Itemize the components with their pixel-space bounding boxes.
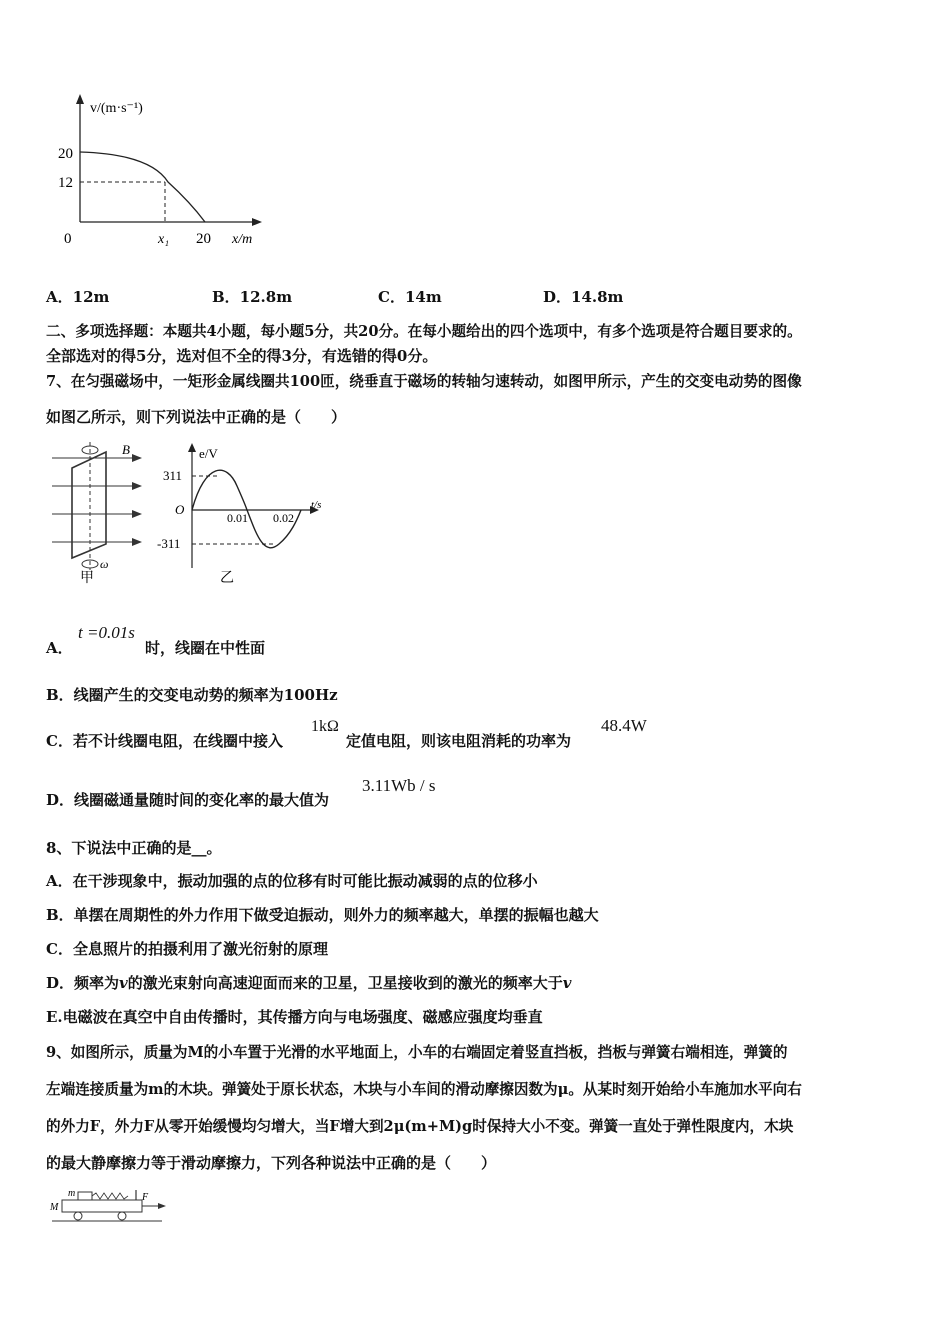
q9-stem-line1: 9、如图所示，质量为M的小车置于光滑的水平地面上，小车的右端固定着竖直挡板，挡板与弹簧右端相连，弹簧的: [46, 1044, 788, 1061]
rotating-coil-figure: [44, 440, 154, 588]
q9-stem-line3: 的外力F，外力F从零开始缓慢均匀增大，当F增大到2μ(m+M)g时保持大小不变。弹簧一直处于弹性限度内，木块: [46, 1118, 794, 1135]
q9-stem-line4: 的最大静摩擦力等于滑动摩擦力，下列各种说法中正确的是（ ）: [46, 1154, 497, 1172]
q6-option-b[interactable]: B．12.8m: [212, 288, 293, 306]
q8-option-a[interactable]: A．在干涉现象中，振动加强的点的位移有时可能比振动减弱的点的位移小: [46, 872, 538, 890]
q7-option-c[interactable]: [46, 730, 572, 751]
velocity-position-graph: [40, 92, 280, 262]
graph1-tick-x1: x₁: [158, 232, 170, 247]
section2-heading-line2: 全部选对的得5分，选对但不全的得3分，有选错的得0分。: [46, 347, 438, 365]
q7-option-c-math2: 48.4W: [601, 716, 647, 735]
q8-option-d-v2: v: [562, 974, 572, 992]
q7-option-c-prefix: C．若不计线圈电阻，在线圈中接入: [46, 732, 283, 750]
section2-heading-line1: 二、多项选择题：本题共4小题，每小题5分，共20分。在每小题给出的四个选项中，有多个选项是符合题目要求的。: [46, 323, 802, 340]
graph1-tick-20: 20: [58, 146, 73, 162]
force-f-label: F: [142, 1192, 149, 1203]
q7-option-d[interactable]: D．线圈磁通量随时间的变化率的最大值为: [46, 791, 330, 809]
q8-option-c[interactable]: C．全息照片的拍摄利用了激光衍射的原理: [46, 940, 328, 958]
q8-option-d-v1: v: [119, 974, 128, 992]
q8-option-d-pre: D．频率为: [46, 974, 120, 992]
figure-caption-yi: 乙: [220, 571, 234, 586]
q7-option-a[interactable]: [46, 637, 266, 658]
q8-stem: 8、下说法中正确的是__。: [46, 839, 222, 857]
cart-spring-figure: [44, 1186, 174, 1226]
q7-option-d-math: 3.11Wb / s: [362, 776, 436, 795]
graph2-tick-311: 311: [163, 468, 183, 483]
graph1-tick-x20: 20: [196, 231, 211, 247]
q7-option-a-text: 时，线圈在中性面: [145, 639, 266, 657]
q7-option-b[interactable]: B．线圈产生的交变电动势的频率为100Hz: [46, 686, 338, 704]
graph1-xlabel: x/m: [232, 232, 253, 247]
omega-label: ω: [100, 557, 109, 571]
field-b-label: B: [122, 442, 130, 457]
graph2-tick-001: 0.01: [227, 511, 248, 525]
cart-m-label: M: [50, 1202, 59, 1213]
q8-option-b[interactable]: B．单摆在周期性的外力作用下做受迫振动，则外力的频率越大，单摆的振幅也越大: [46, 906, 599, 924]
graph1-ylabel: v/(m·s⁻¹): [90, 101, 143, 116]
q9-stem-line2: 左端连接质量为m的木块。弹簧处于原长状态，木块与小车间的滑动摩擦因数为μ。从某时刻开始给小车施加水平向右: [46, 1081, 802, 1098]
q8-option-d-mid: 的激光束射向高速迎面而来的卫星，卫星接收到的激光的频率大于: [127, 974, 563, 992]
graph2-tick-neg311: -311: [157, 536, 181, 551]
q7-stem-line1: 7、在匀强磁场中，一矩形金属线圈共100匝，绕垂直于磁场的转轴匀速转动，如图甲所示，产生的交变电动势的图像: [46, 373, 802, 390]
graph2-xlabel: t/s: [311, 499, 322, 511]
graph1-origin: 0: [64, 231, 72, 247]
q6-option-d[interactable]: D．14.8m: [543, 288, 624, 306]
q7-stem-line2: 如图乙所示，则下列说法中正确的是（ ）: [46, 408, 347, 426]
graph2-origin: O: [175, 502, 185, 517]
q7-option-c-math1: 1kΩ: [311, 718, 339, 735]
emf-time-graph: [155, 440, 335, 590]
q6-option-c[interactable]: C．14m: [378, 288, 442, 306]
graph1-tick-12: 12: [58, 175, 73, 191]
q7-option-a-math: t =0.01s: [78, 623, 135, 642]
q8-option-e[interactable]: E.电磁波在真空中自由传播时，其传播方向与电场强度、磁感应强度均垂直: [46, 1008, 543, 1026]
q6-option-a[interactable]: A．12m: [46, 288, 110, 306]
block-m-label: m: [68, 1188, 76, 1199]
q7-option-c-mid: 定值电阻，则该电阻消耗的功率为: [346, 732, 572, 750]
graph2-tick-002: 0.02: [273, 511, 294, 525]
q7-option-a-prefix: A．: [46, 639, 73, 657]
graph2-ylabel: e/V: [199, 446, 218, 461]
q8-option-d[interactable]: [46, 972, 571, 993]
figure-caption-jia: 甲: [80, 571, 94, 586]
